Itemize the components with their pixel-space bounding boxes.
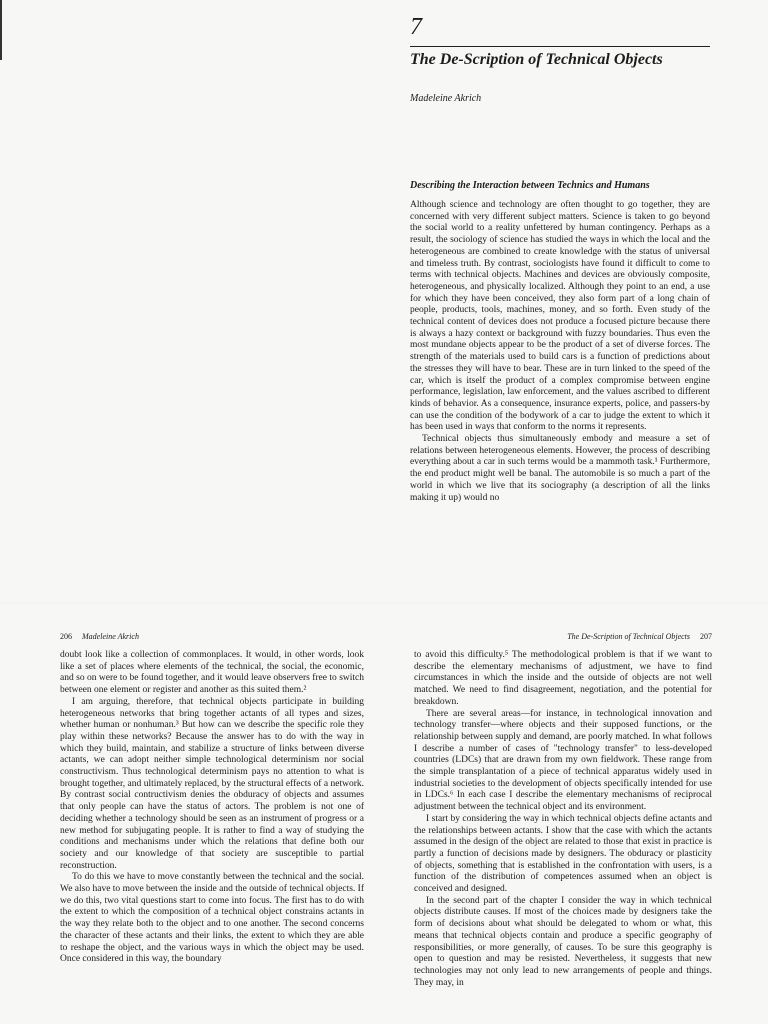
paragraph: Technical objects thus simultaneously embody and measure a set of relations between heterogeneous elements. However, the process of describing everything about a car in such terms would be a mammoth task.¹ Furthermore, the end product might well be banal. The automobile is so much a part of the world in which we live that its sociography (a description of all the links making it up) would no [410,434,710,503]
bottom-spread [0,604,768,1024]
paragraph: doubt look like a collection of commonplaces. It would, in other words, look like a set of places where elements of the technical, the social, the economic, and so on were to be found together, and it would leave observers free to switch between one element or register and another as this suited them.² [60,650,364,696]
paragraph: There are several areas—for instance, in technological innovation and technology transfer—where objects and their supposed functions, or the relationship between supply and demand, are poorly matched. In what follows I describe a number of cases of "technology transfer" to less-developed countries (LDCs) that are drawn from my own fieldwork. These range from the simple transplantation of a piece of technical apparatus widely used in industrial societies to the development of objects specifically intended for use in LDCs.⁶ In each case I describe the elementary mechanisms of reciprocal adjustment between the technical object and its environment. [414,708,712,813]
right-page-body [414,650,712,1024]
paragraph: to avoid this difficulty.⁵ The methodological problem is that if we want to describe the elementary mechanisms of adjustment, we have to find circumstances in which the inside and the outside of objects are not well matched. We need to find disagreement, negotiation, and the potential for breakdown. [414,650,712,707]
paragraph: In the second part of the chapter I consider the way in which technical objects distribute causes. If most of the choices made by designers take the form of decisions about what should be delegated to whom or what, this means that technical objects contain and produce a specific geography of responsibilities, or more generally, of causes. To be sure this geography is open to question and may be resisted. Nevertheless, it suggests that new technologies may not only lead to new arrangements of people and things. They may, in [414,895,712,988]
paragraph: I start by considering the way in which technical objects define actants and the relationships between actants. I show that the case with which the actants assumed in the design of the object are related to those that exist in practice is partly a function of decisions made by designers. The obduracy or plasticity of objects, something that is established in the confrontation with users, is a function of the distribution of competences assumed when an object is conceived and designed. [414,813,712,895]
running-head-text: Madeleine Akrich [82,632,139,641]
left-page-body [60,650,364,1024]
running-head-text: The De-Scription of Technical Objects [567,632,690,641]
chapter-number: 7 [410,14,422,40]
page-number: 207 [700,632,712,641]
page-number: 206 [60,632,72,641]
paragraph: Although science and technology are often thought to go together, they are concerned with very different subject matters. Science is taken to go beyond the social world to a reality unfettered by human contingency. Perhaps as a result, the sociology of science has studied the ways in which the local and the heterogeneous are combined to create knowledge with the status of universal and timeless truth. By contrast, sociologists have found it difficult to come to terms with technical objects. Machines and devices are obviously composite, heterogeneous, and physically localized. Although they point to an end, a use for which they have been conceived, they also form part of a long chain of people, products, tools, machines, money, and so forth. Even study of the technical content of devices does not produce a focused picture because there is always a hazy context or background with fuzzy boundaries. Thus even the most mundane objects appear to be the product of a set of diverse forces. The strength of the materials used to build cars is a function of predictions about the stresses they will have to bear. These are in turn linked to the speed of the car, which is itself the product of a complex compromise between engine performance, legislation, law enforcement, and the values ascribed to different kinds of behavior. As a consequence, insurance experts, police, and passers-by can use the condition of the bodywork of a car to judge the extent to which it has been used in ways that conform to the norms it represents. [410,200,710,433]
running-head-left [60,632,139,641]
paragraph: To do this we have to move constantly between the technical and the social. We also have to move between the inside and the outside of technical objects. If we do this, two vital questions start to come into focus. The first has to do with the extent to which the composition of a technical object constrains actants in the way they relate both to the object and to one another. The second concerns the character of these actants and their links, the extent to which they are able to reshape the object, and the various ways in which the object may be used. Once considered in this way, the boundary [60,872,364,965]
paragraph: I am arguing, therefore, that technical objects participate in building heterogeneous networks that bring together actants of all types and sizes, whether human or nonhuman.³ But how can we describe the specific role they play within these networks? Because the answer has to do with the way in which they build, maintain, and stabilize a structure of links between diverse actants, we can adopt neither simple technological determinism nor social constructivism. Thus technological determinism pays no attention to what is brought together, and ultimately replaced, by the structural effects of a network. By contrast social contructivism denies the obduracy of objects and assumes that only people can have the status of actors. The problem is not one of deciding whether a technology should be seen as an instrument of progress or a new method for subjugating people. It is rather to find a way of studying the conditions and mechanisms under which the relations that define both our society and our knowledge of that society are susceptible to partial reconstruction. [60,696,364,871]
page-edge-line [0,0,2,60]
top-page-body [410,200,710,590]
chapter-author: Madeleine Akrich [410,93,482,104]
section-heading: Describing the Interaction between Technics and Humans [410,180,650,191]
running-head-right [567,632,712,641]
chapter-rule [410,46,710,47]
chapter-title: The De-Scription of Technical Objects [410,51,663,68]
